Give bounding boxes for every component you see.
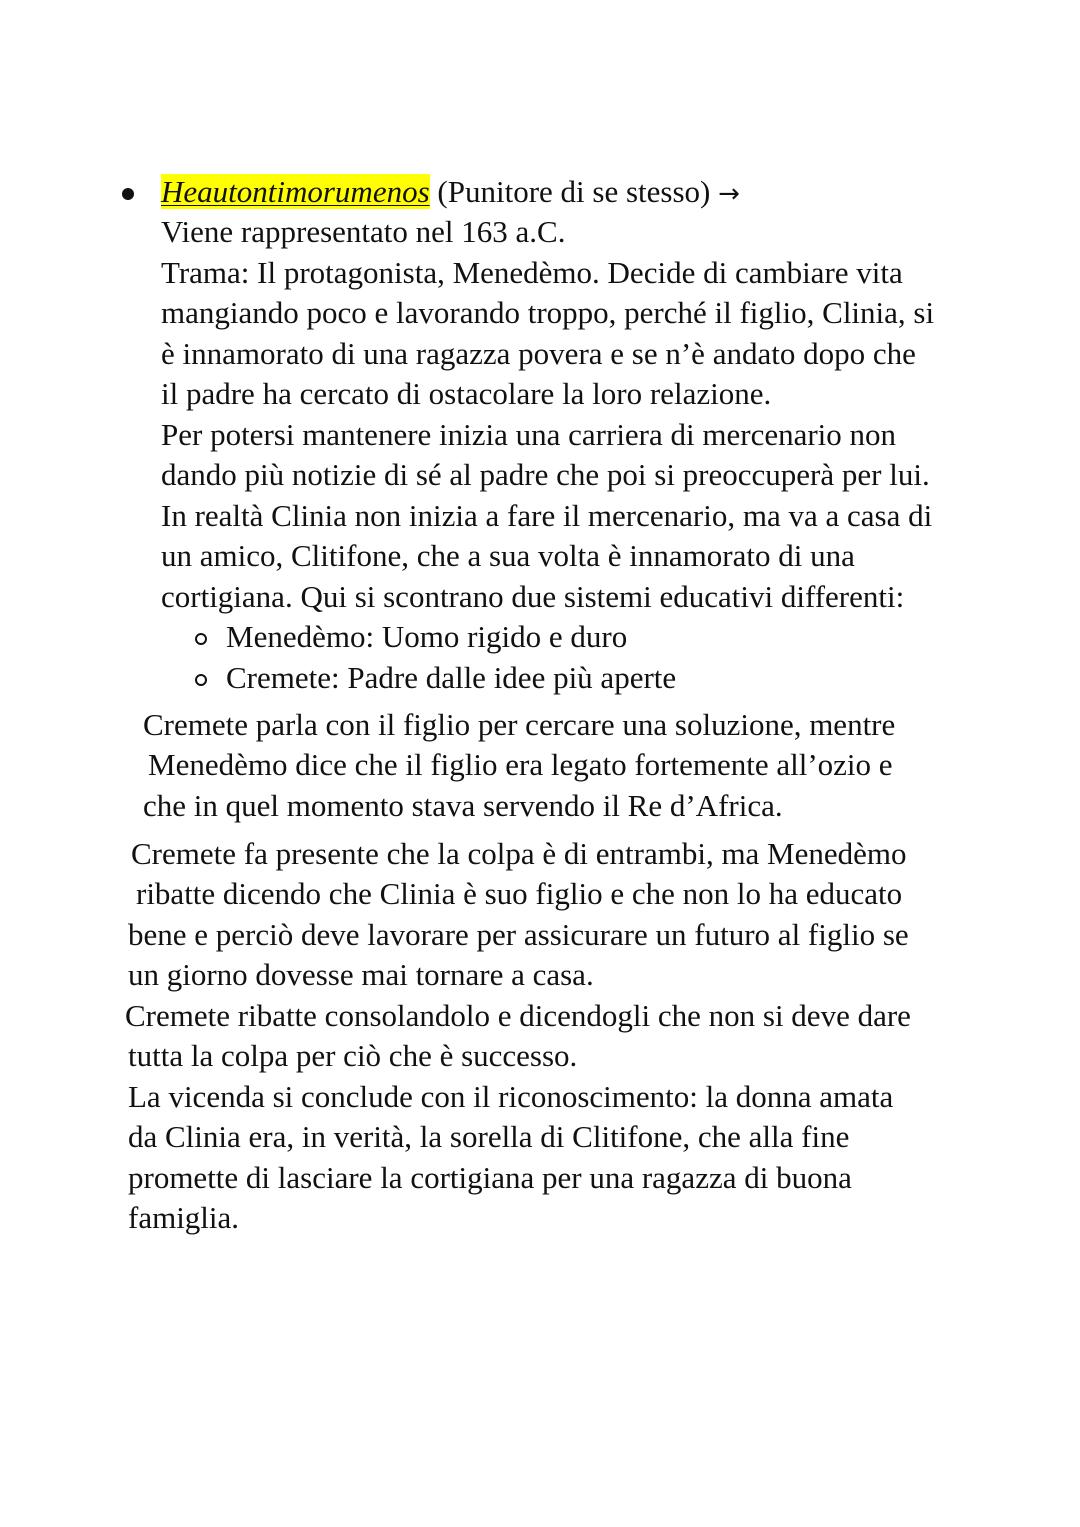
item-line: un amico, Clitifone, che a sua volta è innamorato di una — [161, 538, 855, 573]
subbullet-circle-icon — [195, 633, 207, 645]
item-title-rest: (Punitore di se stesso) — [429, 174, 719, 209]
item-line: è innamorato di una ragazza povera e se n’è andato dopo che — [161, 336, 916, 371]
paragraph-line: da Clinia era, in verità, la sorella di Clitifone, che alla fine — [128, 1119, 850, 1154]
item-title-line — [161, 172, 740, 214]
subitem-menedemo: Menedèmo: Uomo rigido e duro — [226, 619, 628, 654]
item-line: Viene rappresentato nel 163 a.C. — [161, 214, 566, 249]
paragraph-line: un giorno dovesse mai tornare a casa. — [128, 957, 594, 992]
item-line: Per potersi mantenere inizia una carriera di mercenario non — [161, 417, 897, 452]
subbullet-circle-icon — [195, 674, 207, 686]
item-line: dando più notizie di sé al padre che poi si preoccuperà per lui. — [161, 457, 930, 492]
subitem-cremete: Cremete: Padre dalle idee più aperte — [226, 660, 677, 695]
item-line: il padre ha cercato di ostacolare la loro relazione. — [161, 376, 772, 411]
paragraph-line: ribatte dicendo che Clinia è suo figlio e che non lo ha educato — [136, 876, 903, 911]
paragraph-line: Cremete parla con il figlio per cercare una soluzione, mentre — [143, 707, 896, 742]
paragraph-line: La vicenda si conclude con il riconoscimento: la donna amata — [128, 1079, 894, 1114]
paragraph-line: Cremete fa presente che la colpa è di entrambi, ma Menedèmo — [131, 836, 907, 871]
paragraph-line: tutta la colpa per ciò che è successo. — [128, 1038, 578, 1073]
paragraph-line: famiglia. — [128, 1200, 240, 1235]
item-line: cortigiana. Qui si scontrano due sistemi educativi differenti: — [161, 579, 905, 614]
paragraph-line: che in quel momento stava servendo il Re d’Africa. — [143, 788, 783, 823]
item-line: Trama: Il protagonista, Menedèmo. Decide di cambiare vita — [161, 255, 903, 290]
item-title: Heautontimorumenos — [161, 174, 430, 209]
paragraph-line: Menedèmo dice che il figlio era legato fortemente all’ozio e — [148, 747, 893, 782]
arrow-right-icon: → — [718, 179, 740, 209]
paragraph-line: promette di lasciare la cortigiana per una ragazza di buona — [128, 1160, 852, 1195]
paragraph-line: Cremete ribatte consolandolo e dicendogli che non si deve dare — [125, 998, 911, 1033]
item-line: mangiando poco e lavorando troppo, perché il figlio, Clinia, si — [161, 295, 935, 330]
item-line: In realtà Clinia non inizia a fare il mercenario, ma va a casa di — [161, 498, 933, 533]
bullet-icon — [122, 188, 134, 200]
paragraph-line: bene e perciò deve lavorare per assicurare un futuro al figlio se — [128, 917, 909, 952]
